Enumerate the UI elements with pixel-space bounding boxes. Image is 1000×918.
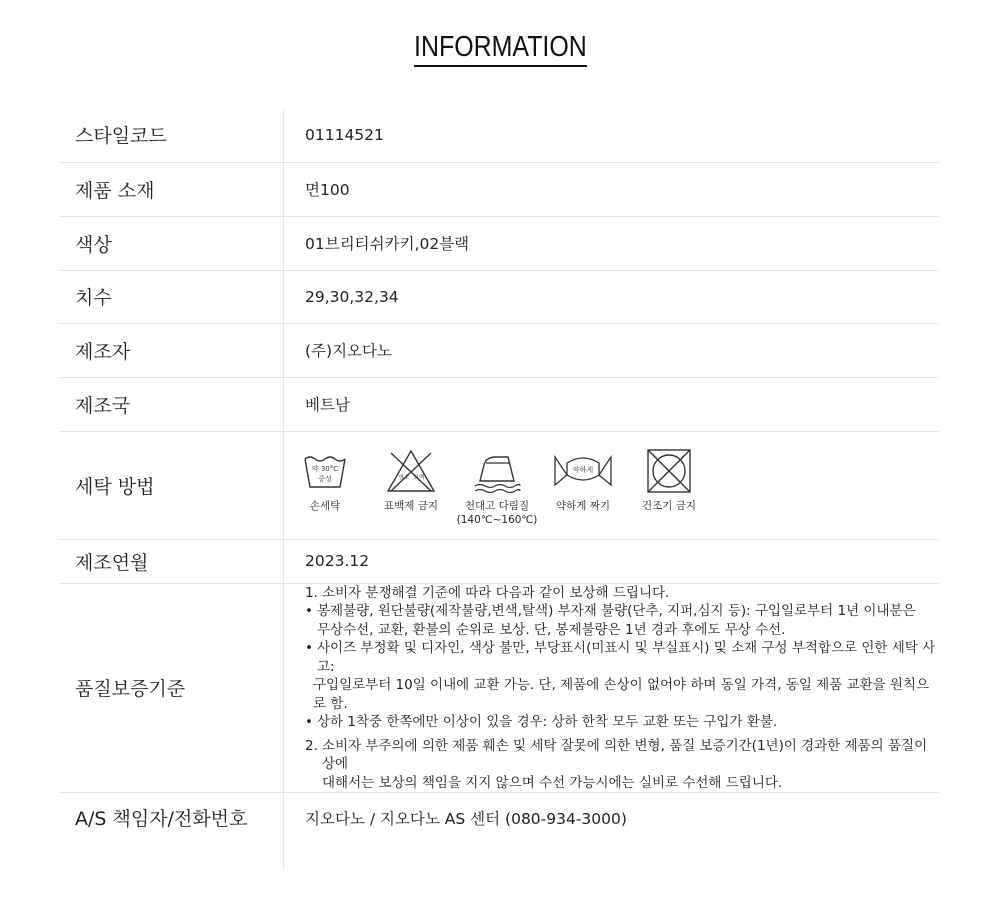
quality-item-2-line2: 대해서는 보상의 책임을 지지 않으며 수선 가능시에는 실비로 수선해 드립니다. [322,774,783,791]
care-item-no-dryer [626,449,712,513]
info-table [59,108,939,869]
care-item-no-bleach [368,449,454,513]
row-label-date: 제조연월 [59,539,284,583]
no-bleach-right-text: 표백 [413,475,425,481]
quality-text [305,584,939,793]
care-label-no-dryer: 건조기 금지 [641,500,697,512]
quality-bullet-2 [305,639,939,676]
no-bleach-icon [386,449,436,493]
quality-item-1-text: 소비자 분쟁해결 기준에 따라 다음과 같이 보상해 드립니다. [322,584,670,601]
row-value-as: 지오다노 / 지오다노 AS 센터 (080-934-3000) [305,809,627,828]
care-item-iron [454,449,540,527]
row-value-style-code: 01114521 [284,108,940,162]
row-label-style-code: 스타일코드 [59,108,284,162]
table-row [59,323,939,377]
row-value-size: 29,30,32,34 [284,270,940,323]
page-title: INFORMATION [414,30,587,67]
quality-item-1 [305,584,939,603]
row-value-date: 2023.12 [284,539,940,583]
quality-bullet-1 [305,602,939,621]
row-label-quality: 품질보증기준 [59,583,284,793]
wring-inner-text: 약하게 [572,466,594,474]
table-row [59,431,939,539]
care-item-hand-wash [282,449,368,513]
row-label-washing: 세탁 방법 [59,431,284,539]
hand-wash-temp: 약 30°C [311,465,339,473]
page-title-wrap [0,30,1000,67]
care-item-wring [540,449,626,513]
no-bleach-left-text: 염소 [398,475,410,481]
quality-item-2 [305,737,939,774]
care-label-iron [457,499,538,527]
row-label-as: A/S 책임자/전화번호 [59,793,284,843]
row-label-country: 제조국 [59,377,284,431]
row-label-size: 치수 [59,270,284,323]
quality-bullet-2-line1: 사이즈 부정확 및 디자인, 색상 불만, 부당표시(미표시 및 부실표시) 및 소재 구성 부적합으로 인한 세탁 사고: [317,640,936,675]
table-row [59,270,939,323]
table-row-spacer [59,843,939,869]
quality-bullet-1-line1: 봉제불량, 원단불량(제작불량,변색,탈색) 부자재 불량(단추, 지퍼,심지 등): 구입일로부터 1년 이내분은 [317,603,916,619]
row-value-quality [284,583,940,793]
care-label-no-bleach: 표백제 금지 [383,500,439,512]
bullet-dot: • [305,603,313,619]
care-icons [282,449,939,527]
quality-item-1-num: 1. [305,584,318,601]
table-row [59,793,939,843]
hand-wash-icon [302,449,348,493]
table-row [59,162,939,216]
care-label-iron-line2: (140℃~160℃) [456,514,538,526]
row-label-material: 제품 소재 [59,162,284,216]
table-row [59,377,939,431]
row-label-color: 색상 [59,216,284,270]
care-label-iron-line1: 천대고 다림질 [464,500,530,512]
quality-item-2-num: 2. [305,737,318,754]
row-label-manufacturer: 제조자 [59,323,284,377]
table-row [59,108,939,162]
care-label-wring: 약하게 짜기 [555,500,611,512]
row-value-manufacturer: (주)지오다노 [284,323,940,377]
row-value-material: 면100 [284,162,940,216]
row-value-washing [284,431,940,539]
row-value-color: 01브리티쉬카키,02블랙 [284,216,940,270]
hand-wash-detergent: 중성 [318,475,332,483]
table-row [59,539,939,583]
row-value-country: 베트남 [284,377,940,431]
bullet-dot: • [305,640,313,656]
table-row [59,583,939,793]
quality-bullet-3-text: 상하 1착중 한쪽에만 이상이 있을 경우: 상하 한착 모두 교환 또는 구입가 환불. [317,714,778,730]
wring-gently-icon [553,449,613,493]
iron-with-cloth-icon [472,449,522,493]
quality-item-2-line1: 소비자 부주의에 의한 제품 훼손 및 세탁 잘못에 의한 변형, 품질 보증기간(1년)이 경과한 제품의 품질이상에 [322,737,928,772]
no-tumble-dry-icon [646,449,692,493]
care-label-hand-wash: 손세탁 [309,500,341,512]
quality-bullet-3 [305,713,939,732]
table-row [59,216,939,270]
quality-bullet-1-line2: 무상수선, 교환, 환불의 순위로 보상. 단, 봉제불량은 1년 경과 후에도 무상 수선. [317,621,786,638]
quality-bullet-2-line2: 구입일로부터 10일 이내에 교환 가능. 단, 제품에 손상이 없어야 하며 동일 가격, 동일 제품 교환을 원칙으로 함. [313,677,930,712]
bullet-dot: • [305,714,313,730]
